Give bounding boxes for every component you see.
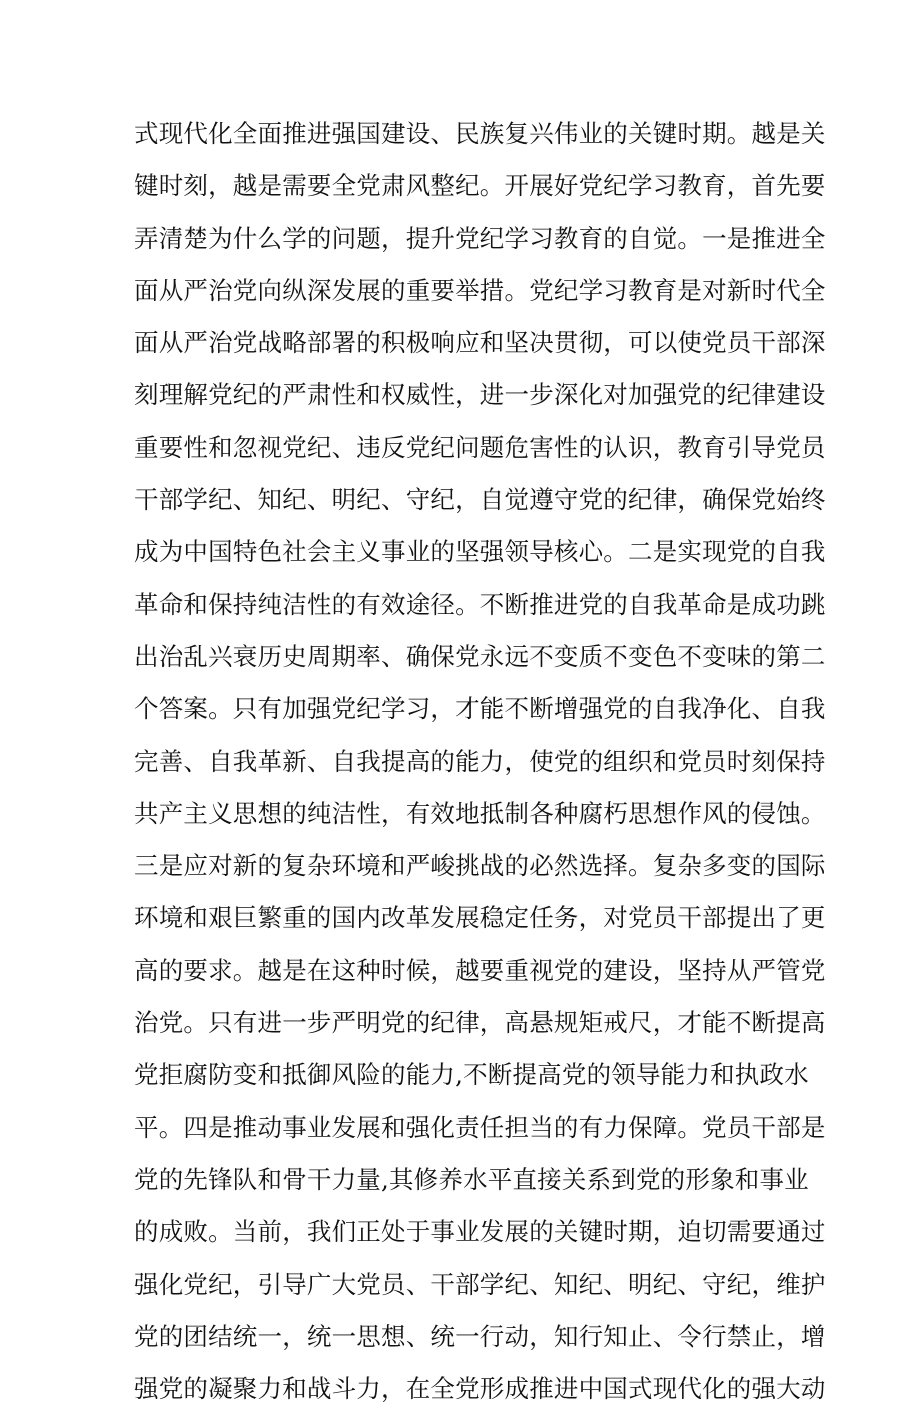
text-line-22: 的成败。当前，我们正处于事业发展的关键时期，迫切需要通过 [134,1217,826,1247]
text-line-25: 强党的凝聚力和战斗力，在全党形成推进中国式现代化的强大动 [134,1374,826,1404]
text-line-13: 完善、自我革新、自我提高的能力，使党的组织和党员时刻保持 [134,746,826,776]
text-line-21: 党的先锋队和骨干力量,其修养水平直接关系到党的形象和事业 [134,1164,809,1194]
text-line-24: 党的团结统一，统一思想、统一行动，知行知止、令行禁止，增 [134,1321,826,1351]
text-line-17: 高的要求。越是在这种时候，越要重视党的建设，坚持从严管党 [134,955,826,985]
text-line-2: 键时刻，越是需要全党肃风整纪。开展好党纪学习教育，首先要 [134,171,826,201]
text-line-19: 党拒腐防变和抵御风险的能力,不断提高党的领导能力和执政水 [134,1060,809,1090]
text-line-12: 个答案。只有加强党纪学习，才能不断增强党的自我净化、自我 [134,694,826,724]
text-line-6: 刻理解党纪的严肃性和权威性，进一步深化对加强党的纪律建设 [134,380,826,410]
text-line-8: 干部学纪、知纪、明纪、守纪，自觉遵守党的纪律，确保党始终 [134,485,826,515]
text-line-1: 式现代化全面推进强国建设、民族复兴伟业的关键时期。越是关 [134,119,826,148]
text-line-3: 弄清楚为什么学的问题，提升党纪学习教育的自觉。一是推进全 [134,223,826,253]
text-line-18: 治党。只有进一步严明党的纪律，高悬规矩戒尺，才能不断提高 [134,1008,826,1038]
text-line-10: 革命和保持纯洁性的有效途径。不断推进党的自我革命是成功跳 [134,589,826,619]
text-line-9: 成为中国特色社会主义事业的坚强领导核心。二是实现党的自我 [134,537,826,567]
text-line-20: 平。四是推动事业发展和强化责任担当的有力保障。党员干部是 [134,1112,826,1142]
text-line-11: 出治乱兴衰历史周期率、确保党永远不变质不变色不变味的第二 [134,641,826,671]
text-line-4: 面从严治党向纵深发展的重要举措。党纪学习教育是对新时代全 [134,275,826,305]
text-line-23: 强化党纪，引导广大党员、干部学纪、知纪、明纪、守纪，维护 [134,1269,826,1299]
text-line-7: 重要性和忽视党纪、违反党纪问题危害性的认识，教育引导党员 [134,432,826,462]
body-paragraph [134,116,826,1423]
text-line-14: 共产主义思想的纯洁性，有效地抵制各种腐朽思想作风的侵蚀。 [134,798,826,828]
text-line-16: 环境和艰巨繁重的国内改革发展稳定任务，对党员干部提出了更 [134,903,826,933]
text-line-5: 面从严治党战略部署的积极响应和坚决贯彻，可以使党员干部深 [134,328,826,358]
text-line-15: 三是应对新的复杂环境和严峻挑战的必然选择。复杂多变的国际 [134,851,826,881]
